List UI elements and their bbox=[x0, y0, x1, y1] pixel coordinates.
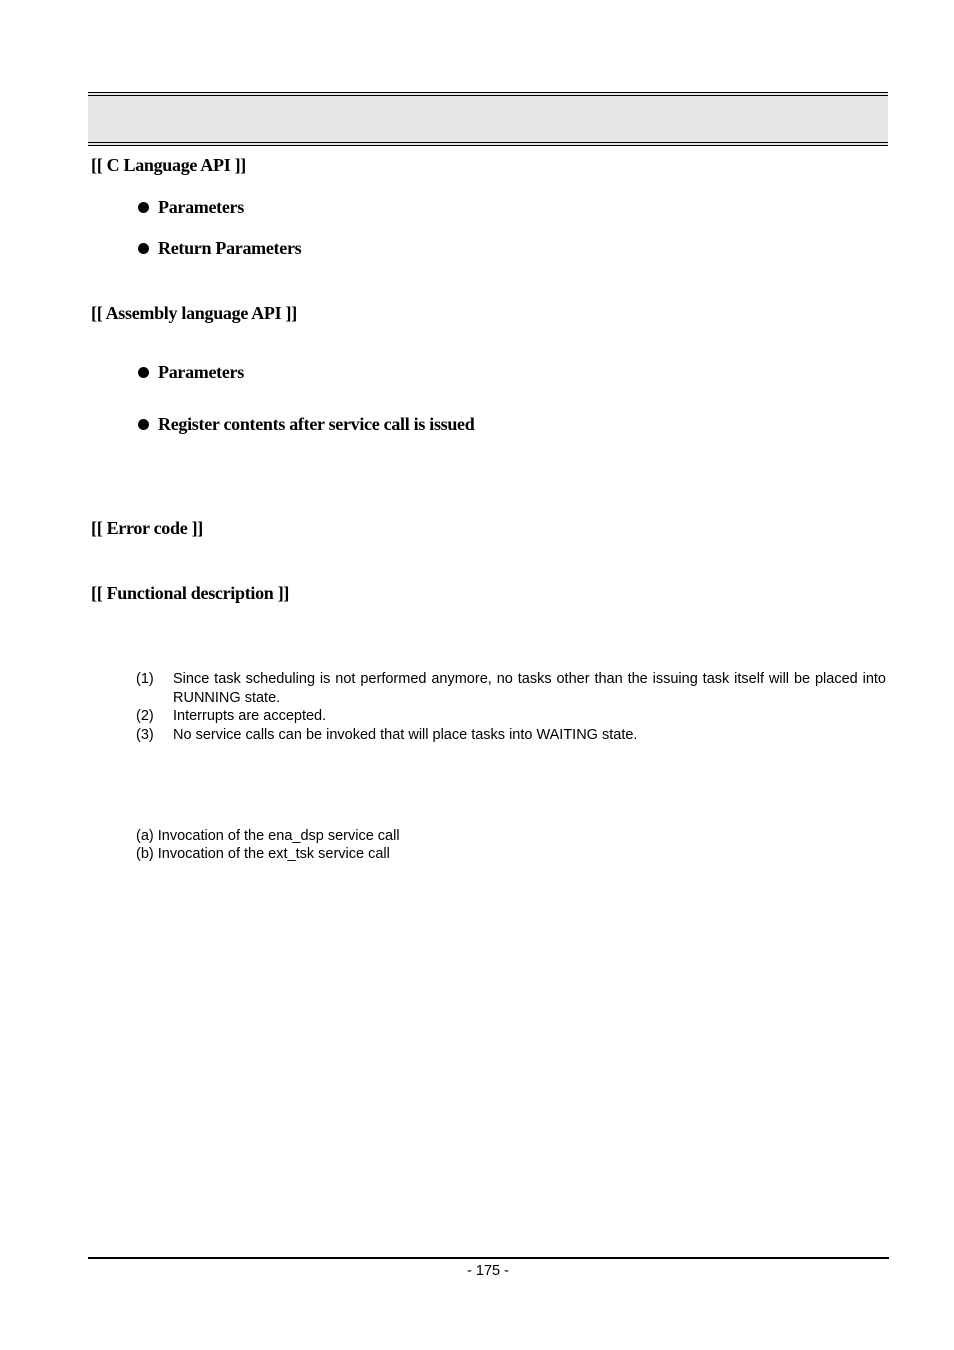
list-item bbox=[136, 726, 886, 745]
bullet-label: Return Parameters bbox=[158, 238, 302, 258]
list-item-text: Interrupts are accepted. bbox=[173, 708, 327, 724]
page-number: - 175 - bbox=[467, 1263, 509, 1279]
list-item-number: (1) bbox=[136, 671, 154, 687]
footer-rule bbox=[88, 1257, 889, 1259]
functional-description-heading: [[ Functional description ]] bbox=[91, 583, 290, 603]
bullet-label: Parameters bbox=[158, 197, 244, 217]
lettered-item: (b) Invocation of the ext_tsk service call bbox=[136, 846, 390, 862]
bullet-label: Parameters bbox=[158, 362, 244, 382]
asm-api-register-contents-item bbox=[138, 414, 474, 435]
lettered-item: (a) Invocation of the ena_dsp service call bbox=[136, 828, 400, 844]
list-item-text: No service calls can be invoked that will place tasks into WAITING state. bbox=[173, 726, 638, 743]
bullet-icon bbox=[138, 202, 149, 213]
c-api-return-parameters-item bbox=[138, 238, 301, 259]
c-api-parameters-item bbox=[138, 197, 244, 218]
title-band bbox=[88, 92, 888, 146]
bullet-label: Register contents after service call is issued bbox=[158, 414, 475, 434]
list-item-number: (3) bbox=[136, 726, 154, 743]
bullet-icon bbox=[138, 367, 149, 378]
c-language-api-heading: [[ C Language API ]] bbox=[91, 155, 246, 175]
numbered-list bbox=[136, 670, 886, 744]
list-item-number: (2) bbox=[136, 708, 154, 724]
error-code-heading: [[ Error code ]] bbox=[91, 518, 203, 538]
bullet-icon bbox=[138, 419, 149, 430]
assembly-api-heading: [[ Assembly language API ]] bbox=[91, 303, 297, 323]
list-item-text: Since task scheduling is not performed anymore, no tasks other than the issuing task itself will be placed into RUNNING state. bbox=[173, 671, 886, 706]
bullet-icon bbox=[138, 243, 149, 254]
list-item bbox=[136, 670, 886, 707]
list-item bbox=[136, 707, 886, 726]
asm-api-parameters-item bbox=[138, 362, 244, 383]
